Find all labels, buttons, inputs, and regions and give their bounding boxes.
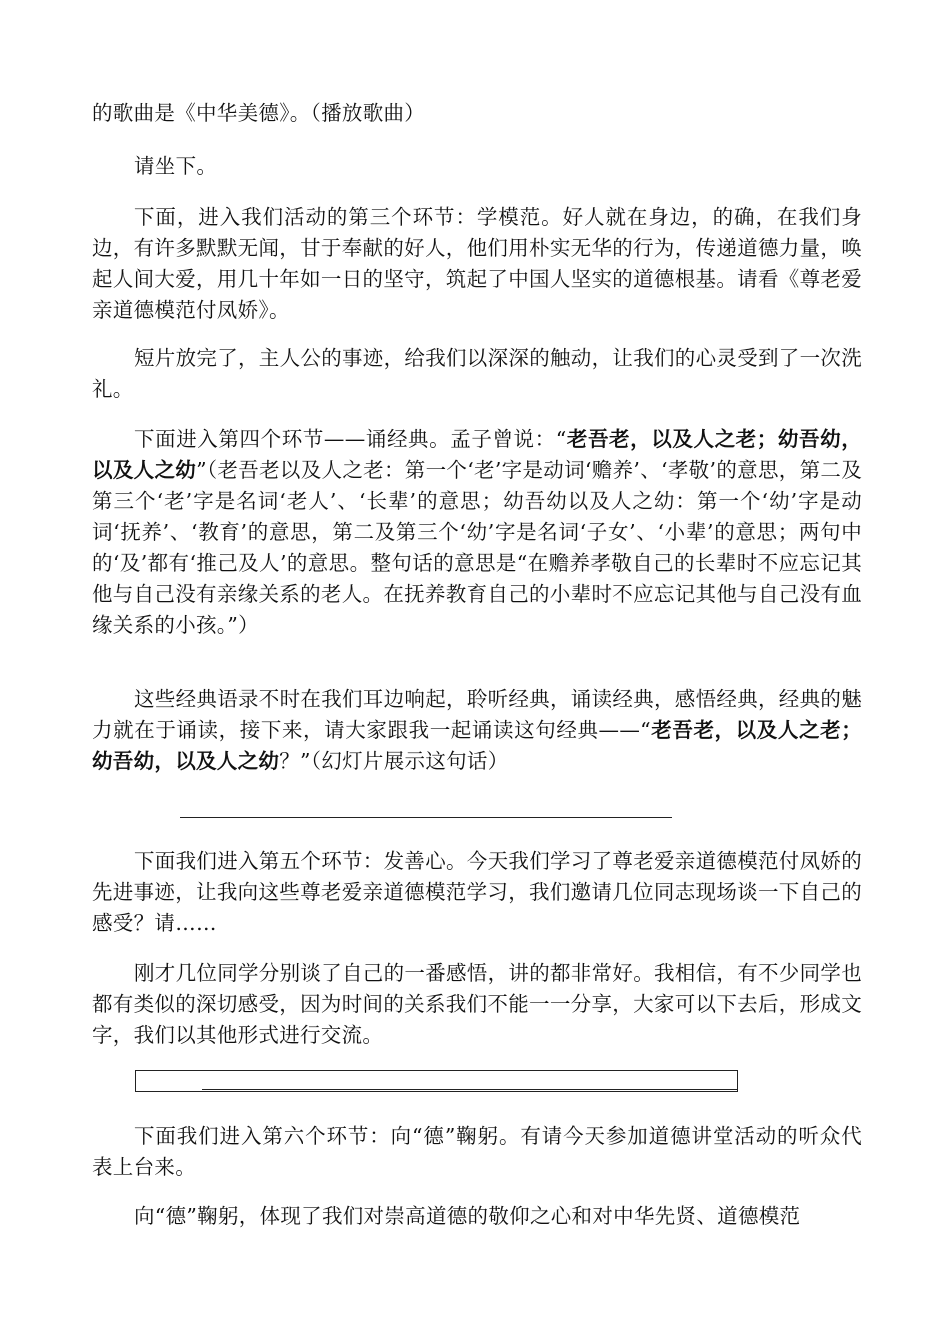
paragraph-section-five — [92, 846, 862, 939]
paragraph-text: 向“德”鞠躬，体现了我们对崇高道德的敬仰之心和对中华先贤、道德模范 — [134, 1204, 801, 1228]
paragraph-text: 下面我们进入第六个环节：向“德”鞠躬。有请今天参加道德讲堂活动的听众代表上台来。 — [92, 1124, 862, 1179]
classic-quote: 老吾老，以及人之老；幼吾幼，以及人之幼 — [92, 427, 862, 482]
paragraph-recite — [92, 684, 862, 777]
paragraph-feedback — [92, 958, 862, 1051]
paragraph-sit-down — [92, 151, 862, 182]
paragraph-text — [92, 684, 862, 777]
text-run: ”（老吾老以及人之老：第一个‘老’字是动词‘赡养’、‘孝敬’的意思，第二及第三个‘老’字是名词‘老人’、‘长辈’的意思；幼吾幼以及人之幼：第一个‘幼’字是动词‘抚养’、‘教育’的意思，第二及第三个‘幼’字是名词‘子女’、‘小辈’的意思；两句中的‘及’都有‘推己及人’的意思。整句话的意思是“在赡养孝敬自己的长辈时不应忘记其他与自己没有亲缘关系的老人。在抚养教育自己的小辈时不应忘记其他与自己没有血缘关系的小孩。”） — [92, 458, 862, 637]
paragraph-section-three — [92, 202, 862, 326]
paragraph-text: 请坐下。 — [134, 154, 218, 178]
text-run: 这些经典语录不时在我们耳边响起，聆听经典，诵读经典，感悟经典，经典的魅力就在于诵读，接下来，请大家跟我一起诵读这句经典——“ — [92, 687, 862, 742]
paragraph-song — [92, 98, 862, 129]
paragraph-section-four — [92, 424, 862, 641]
paragraph-text: 下面，进入我们活动的第三个环节：学模范。好人就在身边，的确，在我们身边，有许多默默无闻，甘于奉献的好人，他们用朴实无华的行为，传递道德力量，唤起人间大爱，用几十年如一日的坚守，筑起了中国人坚实的道德根基。请看《尊老爱亲道德模范付凤娇》。 — [92, 205, 862, 322]
paragraph-text — [92, 424, 862, 641]
paragraph-text: 的歌曲是《中华美德》。（播放歌曲） — [92, 101, 426, 125]
classic-quote: 老吾老，以及人之老；幼吾幼，以及人之幼 — [92, 718, 862, 773]
horizontal-rule — [180, 817, 672, 818]
paragraph-text: 刚才几位同学分别谈了自己的一番感悟，讲的都非常好。我相信，有不少同学也都有类似的深切感受，因为时间的关系我们不能一一分享，大家可以下去后，形成文字，我们以其他形式进行交流。 — [92, 961, 862, 1047]
text-run: 下面进入第四个环节——诵经典。孟子曾说：“ — [134, 427, 567, 451]
paragraph-video-finished — [92, 343, 862, 405]
paragraph-text: 下面我们进入第五个环节：发善心。今天我们学习了尊老爱亲道德模范付凤娇的先进事迹，让我向这些尊老爱亲道德模范学习，我们邀请几位同志现场谈一下自己的感受？请…… — [92, 849, 862, 935]
paragraph-section-six — [92, 1121, 862, 1183]
paragraph-bow — [92, 1201, 862, 1232]
paragraph-text: 短片放完了，主人公的事迹，给我们以深深的触动，让我们的心灵受到了一次洗礼。 — [92, 346, 862, 401]
horizontal-rule — [202, 1089, 738, 1090]
text-run: ？”（幻灯片展示这句话） — [279, 749, 509, 773]
